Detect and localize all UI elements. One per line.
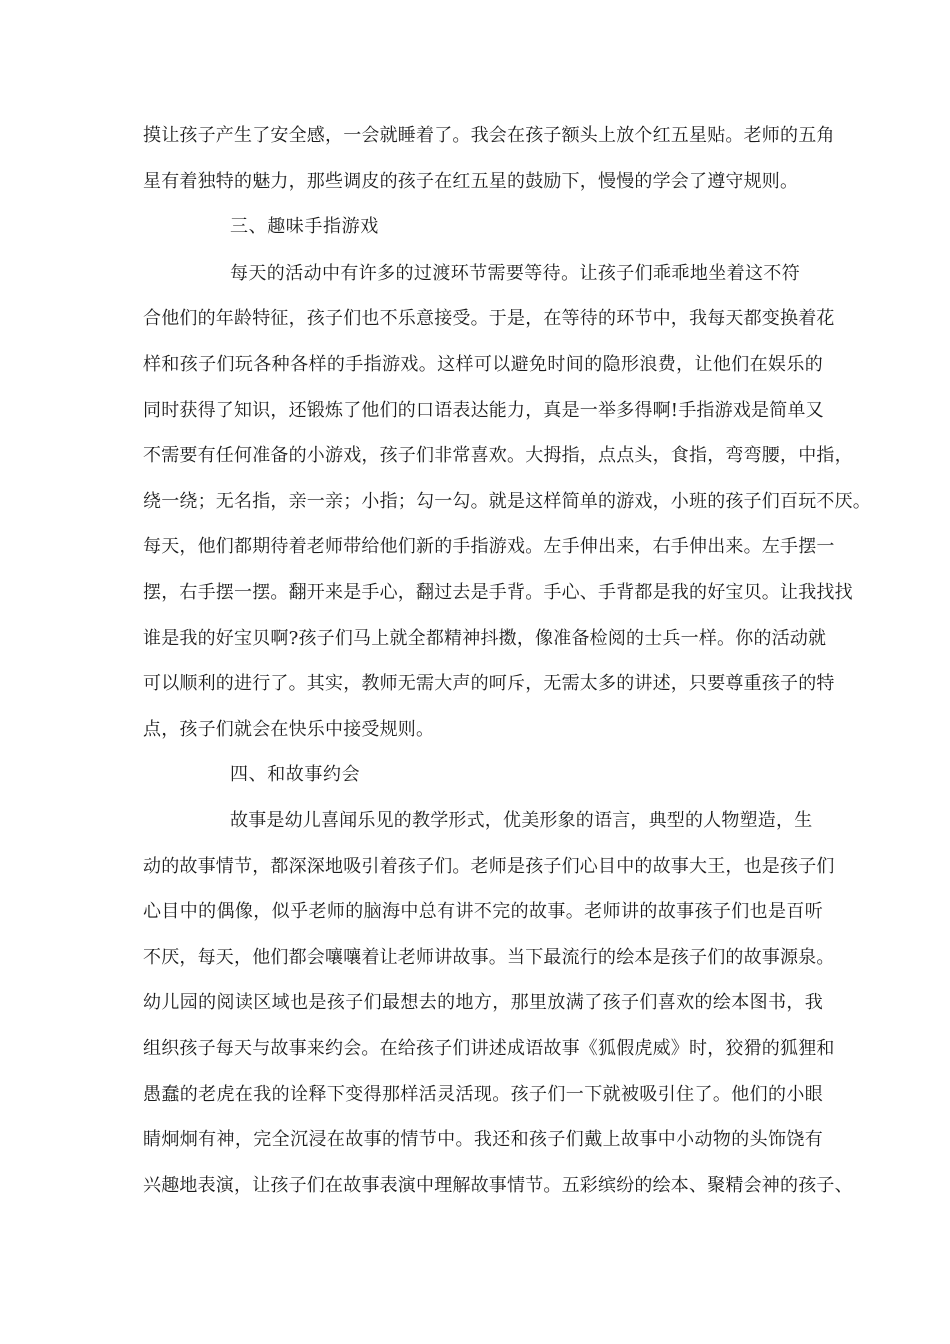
text-line: 摆，右手摆一摆。翻开来是手心，翻过去是手背。手心、手背都是我的好宝贝。让我找找 xyxy=(143,582,853,603)
text-line: 点，孩子们就会在快乐中接受规则。 xyxy=(143,719,435,740)
text-line: 样和孩子们玩各种各样的手指游戏。这样可以避免时间的隐形浪费，让他们在娱乐的 xyxy=(143,354,823,375)
text-line: 摸让孩子产生了安全感，一会就睡着了。我会在孩子额头上放个红五星贴。老师的五角 xyxy=(143,125,835,146)
text-line: 合他们的年龄特征，孩子们也不乐意接受。于是，在等待的环节中，我每天都变换着花 xyxy=(143,308,835,329)
text-line: 同时获得了知识，还锻炼了他们的口语表达能力，真是一举多得啊!手指游戏是简单又 xyxy=(143,400,824,421)
text-line: 谁是我的好宝贝啊?孩子们马上就全都精神抖擞，像准备检阅的士兵一样。你的活动就 xyxy=(143,628,827,649)
text-line: 兴趣地表演，让孩子们在故事表演中理解故事情节。五彩缤纷的绘本、聚精会神的孩子、 xyxy=(143,1175,853,1196)
text-line: 故事是幼儿喜闻乐见的教学形式，优美形象的语言，典型的人物塑造，生 xyxy=(230,810,813,831)
text-line: 可以顺利的进行了。其实，教师无需大声的呵斥，无需太多的讲述，只要尊重孩子的特 xyxy=(143,673,835,694)
text-line: 动的故事情节，都深深地吸引着孩子们。老师是孩子们心目中的故事大王，也是孩子们 xyxy=(143,856,835,877)
text-line: 绕一绕；无名指，亲一亲；小指；勾一勾。就是这样简单的游戏，小班的孩子们百玩不厌。 xyxy=(143,491,871,512)
text-line: 每天的活动中有许多的过渡环节需要等待。让孩子们乖乖地坐着这不符 xyxy=(230,263,800,284)
text-line: 幼儿园的阅读区域也是孩子们最想去的地方，那里放满了孩子们喜欢的绘本图书，我 xyxy=(143,992,823,1013)
section-heading: 四、和故事约会 xyxy=(230,764,361,785)
text-line: 不厌，每天，他们都会嚷嚷着让老师讲故事。当下最流行的绘本是孩子们的故事源泉。 xyxy=(143,947,835,968)
text-line: 不需要有任何准备的小游戏，孩子们非常喜欢。大拇指，点点头，食指，弯弯腰，中指， xyxy=(143,445,853,466)
text-line: 每天，他们都期待着老师带给他们新的手指游戏。左手伸出来，右手伸出来。左手摆一 xyxy=(143,536,835,557)
text-line: 愚蠢的老虎在我的诠释下变得那样活灵活现。孩子们一下就被吸引住了。他们的小眼 xyxy=(143,1084,823,1105)
text-line: 星有着独特的魅力，那些调皮的孩子在红五星的鼓励下，慢慢的学会了遵守规则。 xyxy=(143,171,799,192)
text-line: 组织孩子每天与故事来约会。在给孩子们讲述成语故事《狐假虎威》时，狡猾的狐狸和 xyxy=(143,1038,835,1059)
text-line: 睛炯炯有神，完全沉浸在故事的情节中。我还和孩子们戴上故事中小动物的头饰饶有 xyxy=(143,1129,823,1150)
text-line: 心目中的偶像，似乎老师的脑海中总有讲不完的故事。老师讲的故事孩子们也是百听 xyxy=(143,901,823,922)
section-heading: 三、趣味手指游戏 xyxy=(230,216,379,237)
